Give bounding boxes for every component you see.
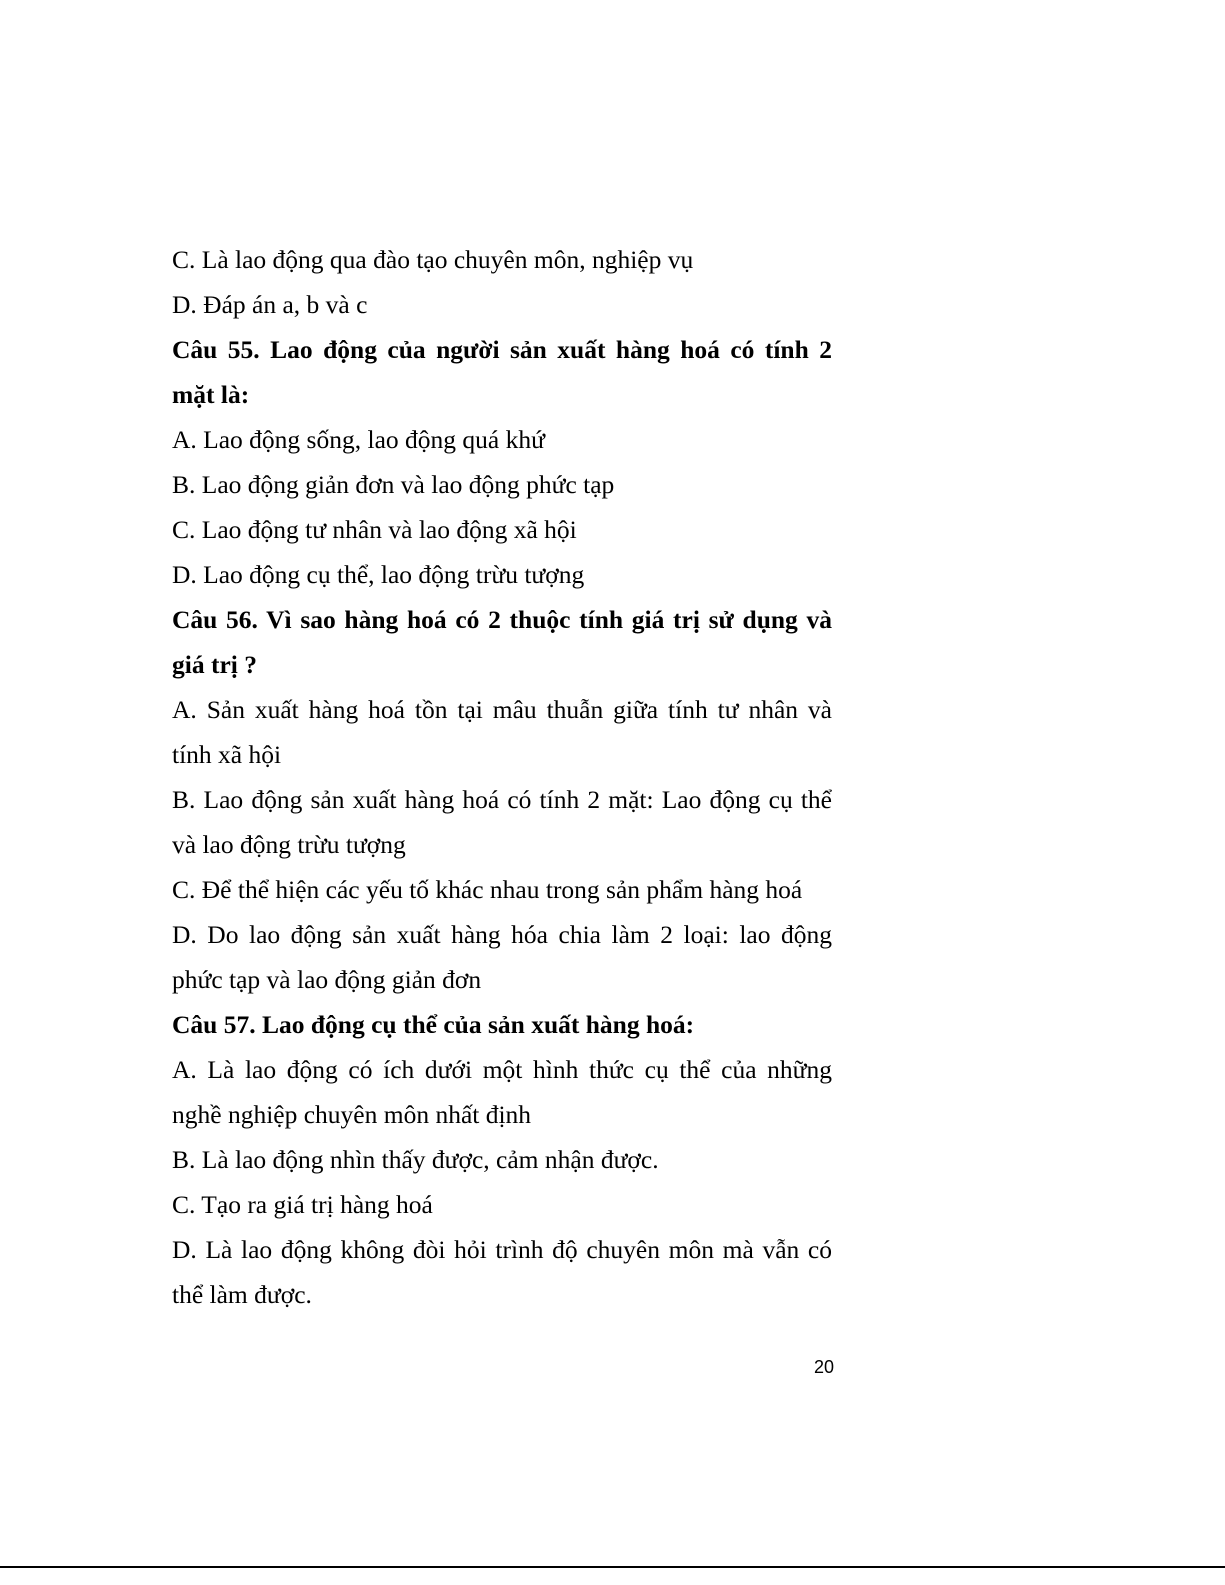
question-57-heading: Câu 57. Lao động cụ thể của sản xuất hàng hoá:	[172, 1010, 695, 1039]
question-57-option-d-line2: thể làm được.	[172, 1280, 312, 1309]
question-55-option-c: C. Lao động tư nhân và lao động xã hội	[172, 515, 577, 544]
question-57-option-b: B. Là lao động nhìn thấy được, cảm nhận được.	[172, 1145, 659, 1174]
question-56-option-b-line1: B. Lao động sản xuất hàng hoá có tính 2 mặt: Lao động cụ thể	[172, 785, 832, 814]
question-56-heading-line2: giá trị ?	[172, 650, 257, 679]
question-56-option-d-line1: D. Do lao động sản xuất hàng hóa chia làm 2 loại: lao động	[172, 920, 832, 949]
question-55-option-a: A. Lao động sống, lao động quá khứ	[172, 425, 545, 454]
question-55-option-d: D. Lao động cụ thể, lao động trừu tượng	[172, 560, 585, 589]
question-56-option-c: C. Để thể hiện các yếu tố khác nhau trong sản phẩm hàng hoá	[172, 875, 803, 904]
question-57-option-d-line1: D. Là lao động không đòi hỏi trình độ chuyên môn mà vẫn có	[172, 1235, 832, 1264]
question-57-option-c: C. Tạo ra giá trị hàng hoá	[172, 1190, 433, 1219]
question-55-heading-line1: Câu 55. Lao động của người sản xuất hàng hoá có tính 2	[172, 335, 832, 364]
answer-option-d-previous: D. Đáp án a, b và c	[172, 290, 368, 319]
question-56-option-d-line2: phức tạp và lao động giản đơn	[172, 965, 482, 994]
question-56-option-a-line2: tính xã hội	[172, 740, 282, 769]
question-56-heading-line1: Câu 56. Vì sao hàng hoá có 2 thuộc tính giá trị sử dụng và	[172, 605, 832, 634]
question-57-option-a-line2: nghề nghiệp chuyên môn nhất định	[172, 1100, 532, 1129]
question-56-option-a-line1: A. Sản xuất hàng hoá tồn tại mâu thuẫn giữa tính tư nhân và	[172, 695, 832, 724]
question-55-heading-line2: mặt là:	[172, 380, 250, 409]
page-number: 20	[813, 1357, 834, 1377]
question-56-option-b-line2: và lao động trừu tượng	[172, 830, 406, 859]
document-body	[172, 237, 832, 1317]
answer-option-c-previous: C. Là lao động qua đào tạo chuyên môn, nghiệp vụ	[172, 245, 694, 274]
question-55-option-b: B. Lao động giản đơn và lao động phức tạp	[172, 470, 615, 499]
page-bottom-divider	[0, 1566, 1225, 1568]
question-57-option-a-line1: A. Là lao động có ích dưới một hình thức cụ thể của những	[172, 1055, 832, 1084]
